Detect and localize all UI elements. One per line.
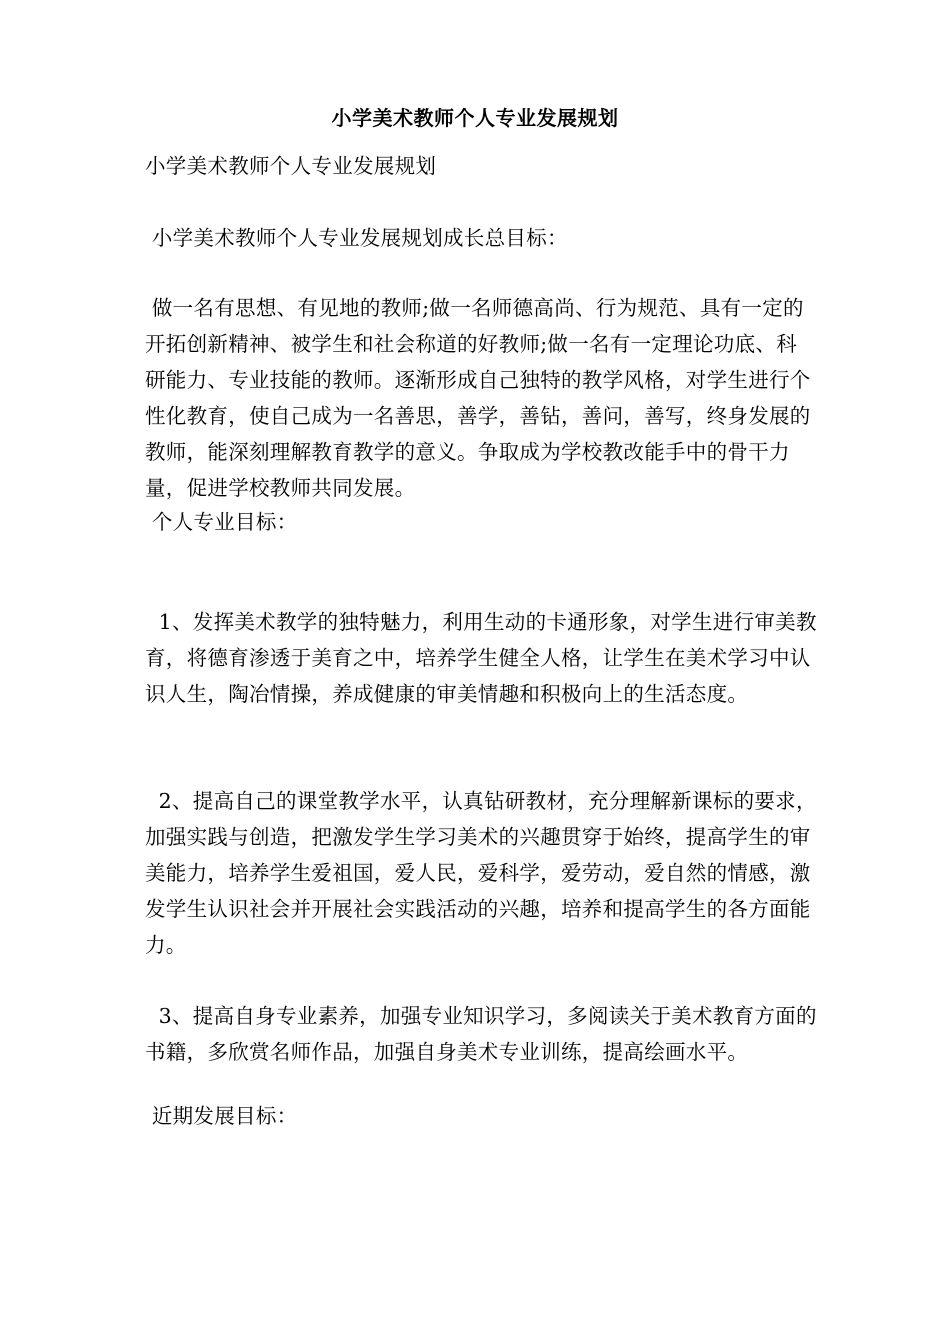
document-title: 小学美术教师个人专业发展规划 bbox=[331, 106, 619, 130]
personal-goal-item-1: 1、发挥美术教学的独特魅力，利用生动的卡通形象，对学生进行审美教育，将德育渗透于美育之中，培养学生健全人格，让学生在美术学习中认识人生，陶冶情操，养成健康的审美情趣和积极向上的生活态度。 bbox=[145, 610, 817, 706]
personal-goal-item-3: 3、提高自身专业素养，加强专业知识学习，多阅读关于美术教育方面的书籍，多欣赏名师作品，加强自身美术专业训练，提高绘画水平。 bbox=[145, 1004, 817, 1064]
personal-goals-heading: 个人专业目标： bbox=[145, 510, 298, 534]
overall-goal-heading: 小学美术教师个人专业发展规划成长总目标： bbox=[145, 226, 568, 250]
document-subtitle: 小学美术教师个人专业发展规划 bbox=[145, 154, 437, 178]
overall-goal-paragraph: 做一名有思想、有见地的教师;做一名师德高尚、行为规范、具有一定的开拓创新精神、被学生和社会称道的好教师;做一名有一定理论功底、科研能力、专业技能的教师。逐渐形成自己独特的教学风格，对学生进行个性化教育，使自己成为一名善思，善学，善钻，善问，善写，终身发展的教师，能深刻理解教育教学的意义。争取成为学校教改能手中的骨干力量，促进学校教师共同发展。 bbox=[145, 296, 811, 500]
near-term-goals-heading: 近期发展目标： bbox=[145, 1104, 298, 1128]
personal-goal-item-2: 2、提高自己的课堂教学水平，认真钻研教材，充分理解新课标的要求，加强实践与创造，把激发学生学习美术的兴趣贯穿于始终，提高学生的审美能力，培养学生爱祖国，爱人民，爱科学，爱劳动，爱自然的情感，激发学生认识社会并开展社会实践活动的兴趣，培养和提高学生的各方面能力。 bbox=[145, 789, 817, 957]
